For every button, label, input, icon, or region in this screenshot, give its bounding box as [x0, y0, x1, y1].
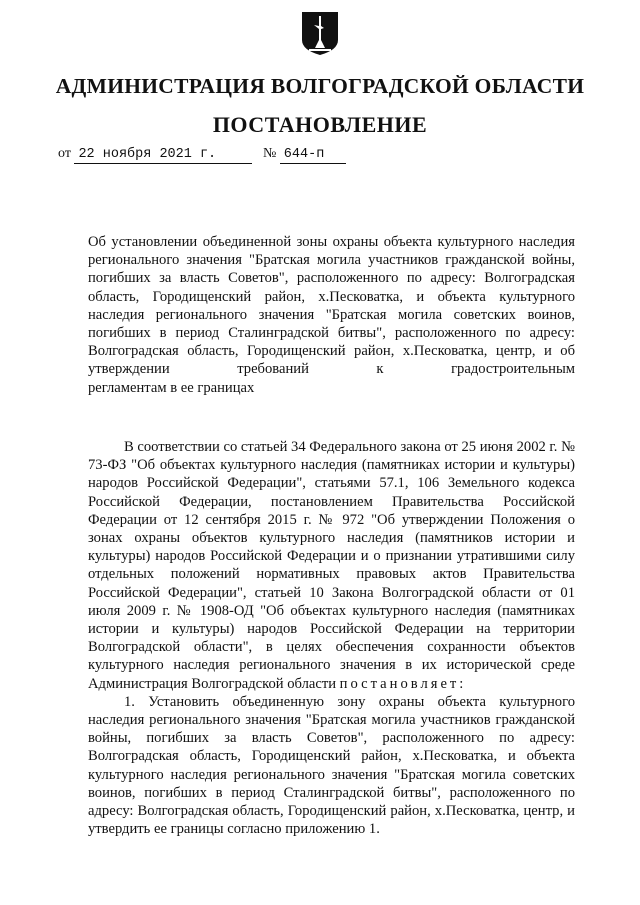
subject-last-line: регламентам в ее границах [88, 379, 255, 396]
preamble-paragraph [88, 438, 575, 693]
document-subject [88, 233, 575, 397]
dateline [58, 146, 346, 164]
organization-title: АДМИНИСТРАЦИЯ ВОЛГОГРАДСКОЙ ОБЛАСТИ [55, 74, 585, 98]
subject-text: Об установлении объединенной зоны охраны объекта культурного наследия регионального значения "Братская могила участников гражданской войны, погибших за власть Советов", расположенного по адресу: Волгоградская область, Городищенский район, х.Песковатка, и объекта культурного наследия регионального значения "Братская могила советских воинов, погибших в период Сталинградской битвы", расположенного по адресу: Волгоградская область, Городищенский район, х.Песковатка, центр, и об утверждении требований к градостроительным [88, 234, 575, 378]
document-number: 644-п [280, 147, 346, 164]
coat-of-arms-icon [300, 10, 340, 56]
item-1-paragraph: 1. Установить объединенную зону охраны объекта культурного наследия регионального значения "Братская могила участников гражданской войны, погибших за власть Советов", расположенного по адресу: Волгоградская область, Городищенский район, х.Песковатка, и объекта культурного наследия регионального значения "Братская могила советских воинов, погибших в период Сталинградской битвы", расположенного по адресу: Волгоградская область, Городищенский район, х.Песковатка, центр, и утвердить ее границы согласно приложению 1. [88, 693, 575, 838]
document-date: 22 ноября 2021 г. [74, 147, 252, 164]
document-body [88, 438, 575, 838]
resolves-word: постановляет: [339, 675, 467, 692]
date-from-label: от [58, 146, 71, 161]
document-type: ПОСТАНОВЛЕНИЕ [212, 112, 428, 137]
preamble-text: В соответствии со статьей 34 Федерального закона от 25 июня 2002 г. № 73-ФЗ "Об объектах культурного наследия (памятниках истории и культуры) народов Российской Федерации", статьями 57.1, 106 Земельного кодекса Российской Федерации, постановлением Правительства Российской Федерации от 12 сентября 2015 г. № 972 "Об утверждении Положения о зонах охраны объектов культурного наследия (памятников истории и культуры) народов Российской Федерации и о признании утратившими силу отдельных положений нормативных правовых актов Правительства Российской Федерации", статьей 10 Закона Волгоградской области от 01 июля 2009 г. № 1908-ОД "Об объектах культурного наследия (памятниках истории и культуры) народов Российской Федерации на территории Волгоградской области", в целях обеспечения сохранности объектов культурного наследия регионального значения в их исторической среде Администрация Волгоградской области [88, 439, 575, 692]
number-label: № [262, 146, 277, 161]
